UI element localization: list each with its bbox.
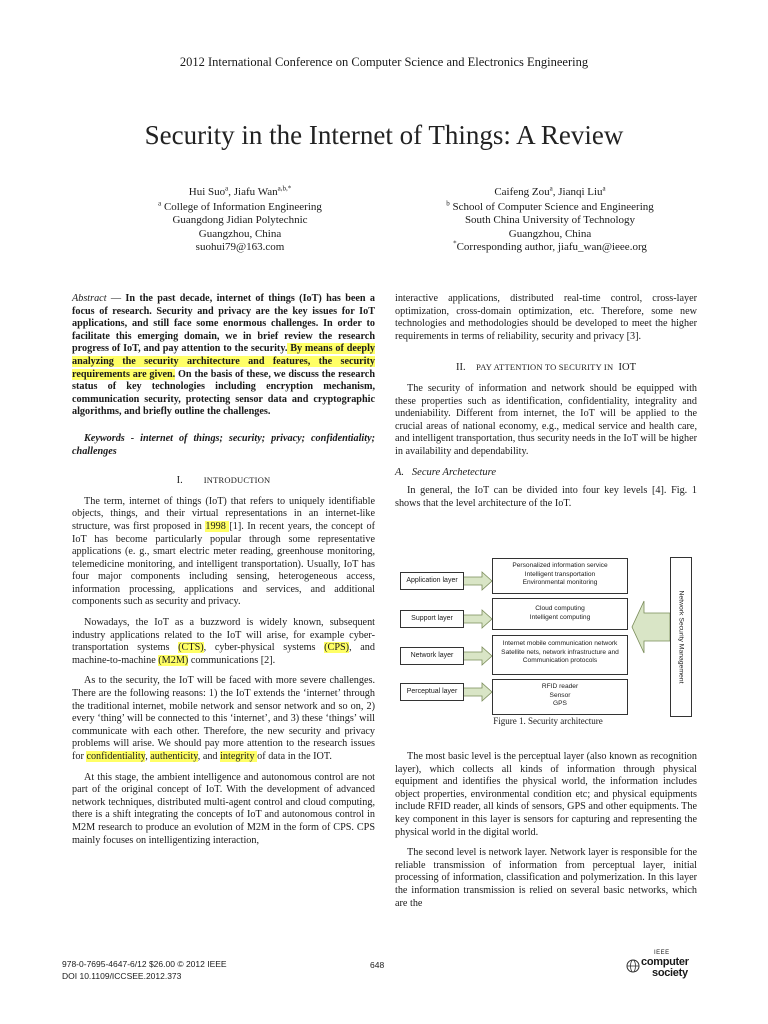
paragraph: interactive applications, distributed real-time control, cross-layer optimization, cross-domain optimization, etc. Therefore, some new technologies and methodologies should be developed to meet the higher requirements in terms of reliability, security and privacy [3].	[395, 293, 697, 342]
page-number: 648	[370, 960, 385, 970]
highlight: By means of deeply analyzing the security architecture and features, the security requirements are given.	[72, 343, 376, 380]
email-left: suohui79@163.com	[195, 241, 285, 253]
highlight: authenticity	[150, 751, 198, 762]
corresponding-author: *Corresponding author, jiafu_wan@ieee.org	[453, 239, 647, 253]
highlight: integrity	[220, 751, 258, 762]
author-names-left: Hui Suo$^a$, Jiafu Wan$^{a,b,*}$	[188, 184, 292, 198]
architecture-figure	[398, 555, 698, 730]
author-names-right: Caifeng Zou$^a$, Jianqi Liu$^a$	[494, 184, 606, 198]
globe-icon	[626, 959, 640, 973]
content-box-support: Cloud computing Intelligent computing	[492, 598, 628, 630]
section-heading-2: II. PAY ATTENTION TO SECURITY IN IOT	[455, 362, 637, 374]
affiliation-right: $^b$ School of Computer Science and Engineering	[446, 198, 654, 213]
layer-arrow	[462, 572, 492, 590]
affiliation-left-line2: Guangdong Jidian Polytechnic	[172, 214, 308, 226]
paragraph: The most basic level is the perceptual layer (also known as recognition layer), which collects all kinds of information through physical equipment and identifies the physical world, the information includes object properties, environmental condition etc; and physical equipments include RFID reader, all kinds of sensors, GPS and other equipments. The key component in this layer is sensors for capturing and representing the physical world in the digital world.	[395, 751, 697, 838]
layer-arrow	[462, 647, 492, 665]
highlight: (M2M)	[158, 654, 189, 666]
highlight: (CTS)	[178, 642, 204, 654]
layer-box-network: Network layer	[400, 647, 464, 665]
paragraph: As to the security, the IoT will be faced with more severe challenges. There are the following reasons: 1) the IoT extends the ‘internet’ through the traditional internet, mobile network and sensor network and so on, 2) every ‘thing’ will be connected to this ‘internet’, and 3) these ‘things’ will communicate with each other. Therefore, the new security and privacy problems will arise. We should pay more attention to the research issues for confidentiality, authenticity, and integrity of data in the IOT.	[72, 675, 375, 762]
network-security-management-box: Network Security Management	[670, 557, 692, 717]
figure-caption: Figure 1. Security architecture	[493, 716, 603, 726]
paragraph: The security of information and network should be equipped with these properties such as identification, confidentiality, integrality and undeniability. Different from internet, the IoT will be applied to the crucial areas of national economy, e.g., medical service and health care, and intelligent transportation, thus security needs in the IoT will be higher in availability and dependability.	[395, 382, 697, 457]
section-heading-1: I. INTRODUCTION	[176, 475, 271, 487]
footer-doi: DOI 10.1109/ICCSEE.2012.373	[62, 971, 182, 981]
left-column	[72, 293, 375, 855]
layer-arrow	[462, 610, 492, 628]
layer-box-perceptual: Perceptual layer	[400, 683, 464, 701]
paragraph: At this stage, the ambient intelligence and autonomous control are not part of the original concept of IoT. With the development of advanced network techniques, distributed multi-agent control and cloud computing, there is a shift integrating the concepts of IoT and autonomous control in M2M research to produce an evolution of M2M in the form of CPS. CPS mainly focuses on intelligentizing interaction,	[72, 771, 375, 846]
abstract: Abstract — In the past decade, internet of things (IoT) has been a focus of research. Security and privacy are the key issues for IoT applications, and still face some enormous challenges. In order to facilitate this emerging domain, we in brief review the research progress of IoT, and pay attention to the security. By means of deeply analyzing the security architecture and features, the security requirements are given. On the basis of these, we discuss the research status of key technologies including encryption mechanism, communication security, protecting sensor data and cryptographic algorithms, and briefly outline the challenges.	[72, 293, 376, 418]
highlight: (CPS)	[324, 642, 350, 654]
affiliation-right-line2: South China University of Technology	[464, 214, 636, 226]
author-block-right	[415, 186, 685, 255]
author-block-left	[110, 186, 370, 255]
layer-arrow	[462, 683, 492, 701]
highlight: 1998	[205, 520, 230, 532]
paragraph: Nowadays, the IoT as a buzzword is widely known, subsequent industry applications related to the IoT will arise, for example cyber-transportation systems (CTS), cyber-physical systems (CPS), and machine-to-machine (M2M) communications [2].	[72, 617, 375, 666]
paragraph: The second level is network layer. Network layer is responsible for the reliable transmission of information from perceptual layer, initial processing of information, classification and polymerization. In this layer the information transmission is relied on several basic networks, which are the	[395, 847, 697, 909]
logo-ieee: IEEE	[654, 950, 670, 956]
paper-title: Security in the Internet of Things: A Review	[144, 120, 624, 150]
right-column-bottom	[395, 751, 697, 918]
layer-box-support: Support layer	[400, 610, 464, 628]
content-box-perceptual: RFID reader Sensor GPS	[492, 679, 628, 715]
keywords: Keywords - internet of things; security; privacy; confidentiality; challenges	[72, 432, 375, 457]
computer-society-logo	[626, 950, 706, 982]
affiliation-left-line3: Guangzhou, China	[198, 227, 282, 240]
layer-box-application: Application layer	[400, 572, 464, 590]
subsection-heading: A. Secure Archetecture	[395, 466, 496, 478]
management-arrow	[632, 601, 670, 653]
affiliation-left: $^a$ College of Information Engineering	[158, 198, 322, 213]
highlight: confidentiality	[86, 751, 146, 762]
logo-society: society	[652, 967, 688, 979]
logo-computer: computer	[641, 956, 689, 968]
paragraph: In general, the IoT can be divided into four key levels [4]. Fig. 1 shows that the level architecture of the IoT.	[395, 485, 697, 509]
content-box-network: Internet mobile communication network Satellite nets, network infrastructure and Communication protocols	[492, 635, 628, 675]
content-box-application: Personalized information service Intelligent transportation Environmental monitoring	[492, 558, 628, 594]
affiliation-right-line3: Guangzhou, China	[508, 227, 592, 240]
conference-header: 2012 International Conference on Computer Science and Electronics Engineering	[179, 55, 589, 69]
right-column-top	[395, 293, 697, 518]
footer-isbn: 978-0-7695-4647-6/12 $26.00 © 2012 IEEE	[62, 959, 227, 969]
paragraph: The term, internet of things (IoT) that refers to uniquely identifiable objects, things, and their virtual representations in an internet-like structure, was first proposed in 1998 [1]. In recent years, the concept of IoT has become particularly popular through some representative applications (e. g., smart electric meter reading, greenhouse monitoring, telemedicine monitoring, and intelligent transportation). Usually, IoT has four major components including sensing, heterogeneous access, information processing, applications and services, and additional components such as security and privacy.	[72, 495, 375, 608]
